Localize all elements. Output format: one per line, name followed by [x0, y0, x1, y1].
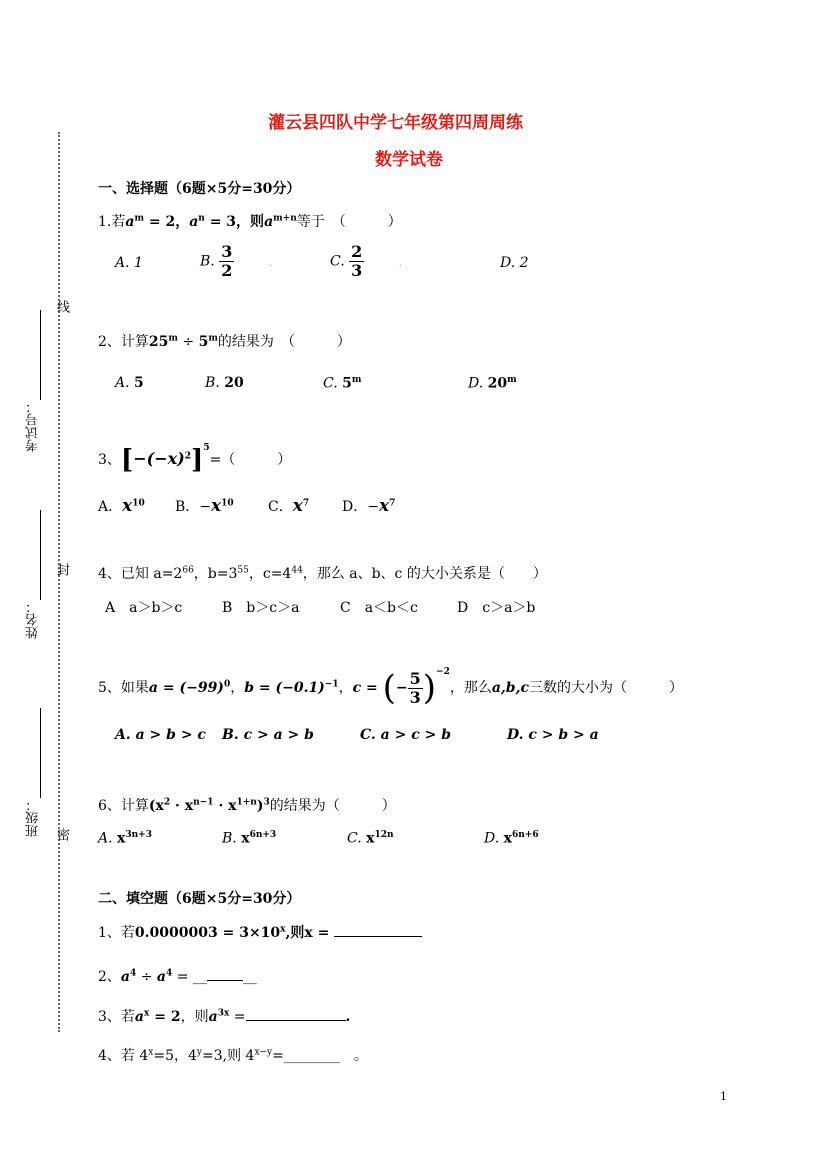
q6-option-a: A. $x^{3n+3}$ [98, 830, 152, 847]
question-5: 5、如果$a = (-99)^0$，$b = (-0.1)^{-1}$，c = (− $\frac{5}{3}$ )$^{-2}$，那么a,b,c三数的大小为（ ） [98, 667, 683, 708]
section2-heading: 二、填空题（6题×5分=30分） [98, 891, 301, 907]
q1-option-a: A. 1 [115, 255, 143, 271]
q5-option-c: C. a > c > b [360, 727, 451, 743]
q6-option-c: C. $x^{12n}$ [347, 830, 394, 847]
q5-option-a: A. a > b > c [115, 727, 206, 743]
page-title: 灌云县四队中学七年级第四周周练 [268, 113, 523, 133]
fill-blank-3[interactable] [246, 1006, 346, 1021]
question-4: 4、已知 $a=2^{66}$，$b=3^{55}$，$c=4^{44}$，那么 a、b、c 的大小关系是（ ） [98, 565, 547, 582]
question-3: 3、$[-(-x)^2]^5=$（ ） [98, 443, 292, 475]
fill-blank-1[interactable] [334, 922, 422, 937]
q2-option-d: D. 20$^m$ [468, 375, 517, 392]
q4-option-d: D c＞a＞b [457, 600, 536, 616]
q4-option-b: B b＞c＞a [222, 600, 300, 616]
name-label: 姓名： [26, 600, 41, 639]
class-label: 班级： [26, 798, 41, 837]
fill-question-4: 4、若 $4^x=5$，$4^y=3$,则 $4^{x-y}=\_\_\_\_\_\_\_\_$ 。 [98, 1047, 368, 1064]
exam-number-label: 考试号： [26, 400, 41, 452]
q3-option-d: D．$-x^7$ [342, 496, 396, 516]
q2-option-b: B. 20 [205, 375, 244, 391]
fill-blank-2[interactable] [207, 966, 243, 981]
q2-option-a: A. 5 [115, 375, 144, 391]
section1-heading: 一、选择题（6题×5分=30分） [98, 181, 301, 197]
q3-option-a: A．$x^{10}$ [98, 496, 145, 516]
page-subtitle: 数学试卷 [375, 150, 443, 170]
q1-option-d: D. 2 [500, 255, 529, 271]
q1-option-b: B. $\frac{3}{2}$ . [200, 242, 272, 280]
fill-question-3: 3、若$a^x = 2$，则$a^{3x}$ = . [98, 1006, 350, 1026]
q6-option-d: D. $x^{6n+6}$ [484, 830, 539, 847]
question-6: 6、计算$(x^2 \cdot x^{n-1} \cdot x^{1+n})^3$的结果为（ ） [98, 797, 396, 814]
binding-dotted-line [58, 132, 60, 1032]
q4-option-c: C a＜b＜c [340, 600, 418, 616]
margin-line-char: 线 [54, 300, 69, 313]
q4-option-a: A a＞b＞c [105, 600, 183, 616]
margin-seal-char: 封 [54, 563, 69, 576]
class-line [40, 708, 41, 798]
margin-secret-char: 密 [54, 828, 69, 841]
q3-option-b: B．$-x^{10}$ [175, 496, 234, 516]
q5-option-d: D. c > b > a [507, 727, 599, 743]
fill-question-1: 1、若$0.0000003 = 3\times 10^x$,则x = [98, 922, 422, 942]
page-number: 1 [720, 1090, 727, 1103]
exam-number-line [40, 310, 41, 400]
q1-option-c: C. $\frac{2}{3}$ . [330, 242, 402, 280]
fill-question-2: 2、$a^4 \div a^4$ = __ __ [98, 966, 257, 986]
q2-option-c: C. 5$^m$ [323, 375, 362, 392]
name-line [40, 510, 41, 600]
question-2: 2、计算$25^m \div 5^m$的结果为 （ ） [98, 333, 351, 350]
q6-option-b: B. $x^{6n+3}$ [222, 830, 277, 847]
question-1: 1.若$a^m = 2$，$a^n = 3$，则$a^{m+n}$等于 （ ） [98, 213, 402, 230]
q5-option-b: B. c > a > b [222, 727, 314, 743]
q3-option-c: C．$x^7$ [268, 496, 310, 516]
